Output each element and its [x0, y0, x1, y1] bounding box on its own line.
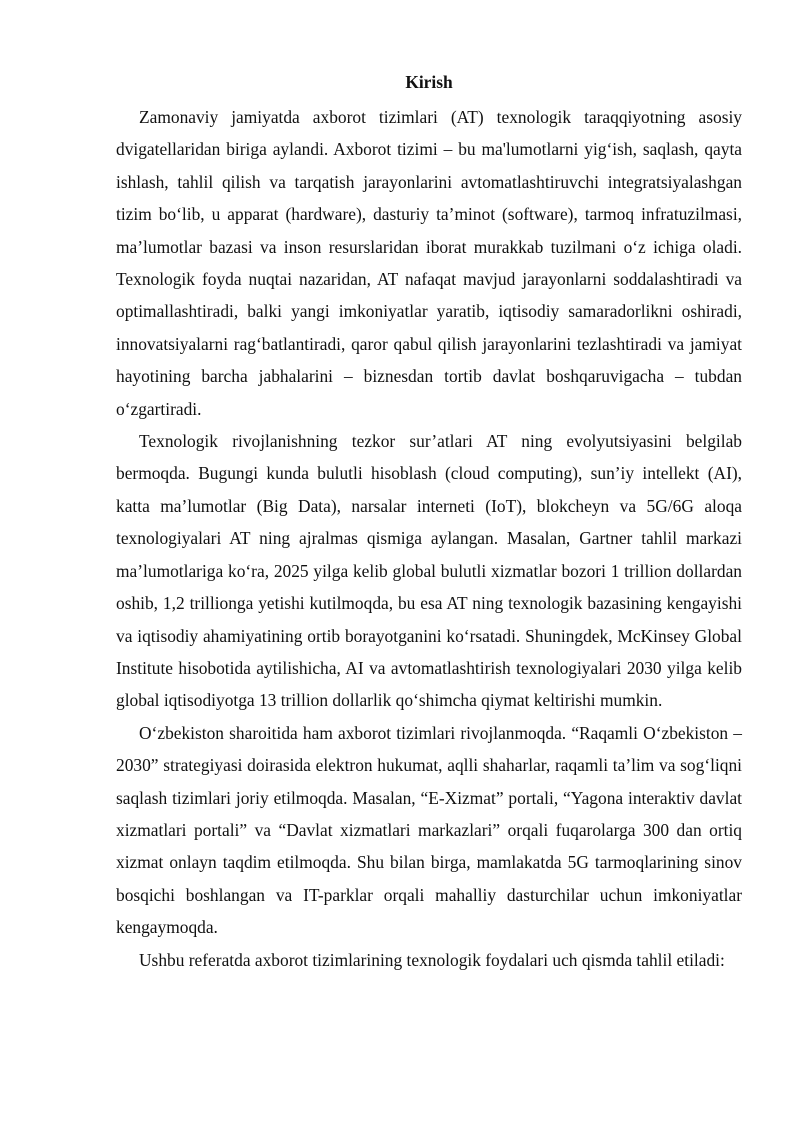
paragraph-outline: Ushbu referatda axborot tizimlarining texnologik foydalari uch qismda tahlil etiladi:	[139, 949, 725, 970]
paragraph-uzbekistan: O‘zbekiston sharoitida ham axborot tizimlari rivojlanmoqda. “Raqamli O‘zbekiston – 2030” strategiyasi doirasida elektron hukumat, aqlli shaharlar, raqamli ta’lim va sog‘liqni saqlash tizimlari joriy etilmoqda. Masalan, “E-Xizmat” portali, “Yagona interaktiv davlat xizmatlari portali” va “Davlat xizmatlari markazlari” orqali fuqarolarga 300 dan ortiq xizmat onlayn taqdim etilmoqda. Shu bilan birga, mamlakatda 5G tarmoqlarining sinov bosqichi boshlangan va IT-parklar orqali mahalliy dasturchilar uchun imkoniyatlar kengaymoqda.	[116, 722, 742, 938]
document-title: Kirish	[405, 72, 453, 92]
paragraph-introduction: Zamonaviy jamiyatda axborot tizimlari (AT) texnologik taraqqiyotning asosiy dvigatellaridan biriga aylandi. Axborot tizimi – bu ma'lumotlarni yig‘ish, saqlash, qayta ishlash, tahlil qilish va tarqatish jarayonlarini avtomatlashtiruvchi integratsiyalashgan tizim bo‘lib, u apparat (hardware), dasturiy ta’minot (software), tarmoq infratuzilmasi, ma’lumotlar bazasi va inson resurslaridan iborat murakkab tuzilmani o‘z ichiga oladi. Texnologik foyda nuqtai nazaridan, AT nafaqat mavjud jarayonlarni soddalashtiradi va optimallashtiradi, balki yangi imkoniyatlar yaratib, iqtisodiy samaradorlikni oshiradi, innovatsiyalarni rag‘batlantiradi, qaror qabul qilish jarayonlarini tezlashtiradi va jamiyat hayotining barcha jabhalarini – biznesdan tortib davlat boshqaruvigacha – tubdan o‘zgartiradi.	[116, 107, 742, 419]
paragraph-technology-trends: Texnologik rivojlanishning tezkor sur’atlari AT ning evolyutsiyasini belgilab bermoqda. Bugungi kunda bulutli hisoblash (cloud computing), sun’iy intellekt (AI), katta ma’lumotlar (Big Data), narsalar interneti (IoT), blokcheyn va 5G/6G aloqa texnologiyalari AT ning ajralmas qismiga aylangan. Masalan, Gartner tahlil markazi ma’lumotlariga ko‘ra, 2025 yilga kelib global bulutli xizmatlar bozori 1 trillion dollardan oshib, 1,2 trillionga yetishi kutilmoqda, bu esa AT ning texnologik bazasining kengayishi va iqtisodiy ahamiyatining ortib borayotganini ko‘rsatadi. Shuningdek, McKinsey Global Institute hisobotida aytilishicha, AI va avtomatlashtirish texnologiyalari 2030 yilga kelib global iqtisodiyotga 13 trillion dollarlik qo‘shimcha qiymat keltirishi mumkin.	[116, 431, 742, 711]
document-page	[116, 66, 742, 976]
